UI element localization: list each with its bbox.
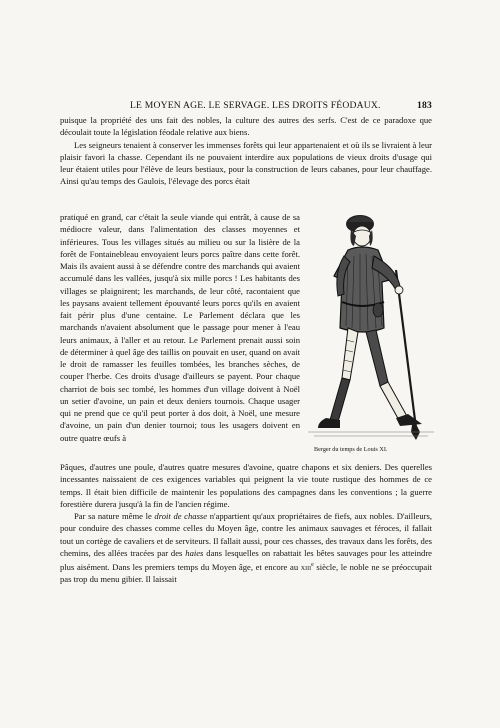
paragraph-3-emphasis-hedges: haies (185, 547, 204, 558)
paragraph-3-before: Par sa nature même le (74, 511, 155, 521)
shepherd-engraving (304, 210, 438, 442)
text-block-left (60, 211, 300, 444)
paragraph-3-middle: n'appartient qu'aux propriétaires de fiefs, aux nobles. D'ailleurs, pour conduire des chasses comme celles du Moyen âge, contre les animaux sauvages et féroces, il fallait tout un cortège de cavaliers et de serviteurs. Il fallait aussi, pour ces chasses, des travaux dans les forêts, des chemins, des allées tracées par des (60, 511, 432, 558)
text-block-bottom (60, 461, 432, 585)
paragraph-3-after: dans lesquelles on rabattait les bêtes sauvages pour les atteindre plus aisément. Dans les premiers temps du Moyen âge, et encore au (60, 547, 432, 572)
paragraph-2-column: pratiqué en grand, car c'était la seule viande qui entrât, à cause de sa médiocre valeur, dans l'alimentation des classes moyennes et inférieures. Tous les villages situés au milieu ou sur la lisière de la forêt de Fontainebleau envoyaient leurs porcs paître dans cette forêt. Mais ils avaient aussi à se défendre contre des marchands qui avaient accumulé dans les vallées, jusqu'à six mille porcs ! Les habitants des villages se plaignirent; les marchands, de leur côté, racontaient que les paysans avaient tellement épouvanté leurs porcs qu'ils en avaient fait périr plus d'une centaine. Le Parlement déclara que les marchands n'avaient absolument que le passage pour mener à l'eau leurs animaux, à l'aller et au retour. Le Parlement prenait aussi soin de déterminer à quel âge des taillis on pouvait en user, quand on avait le droit de ramasser les feuilles tombées, les branches sèches, de couper l'herbe. Ces droits d'usage d'ailleurs se payent. Pour chaque charriot de bois sec tombé, les hommes d'un village doivent à Noël un setier d'avoine, un pain et deux deniers tournois. Chaque usager qui ne prend que ce qu'il peut porter à dos doit, à Noël, une mesure d'avoine, un pain d'un denier tournoi; tous les usagers doivent en outre quatre œufs à (60, 212, 300, 443)
paragraph-2-end: Pâques, d'autres une poule, d'autres quatre mesures d'avoine, quatre chapons et six deniers. Des querelles incessantes naissaient de ces exigences variables qui peignent la vie toute rustique des hommes de ce temps. Il était bien difficile de maintenir les populations des campagnes dans les conventions ; la guerre forestière durera jusqu'à la fin de l'ancien régime. (60, 462, 432, 509)
paragraph-3-emphasis-hunting-right: droit de chasse (154, 511, 208, 521)
paragraph-2-start: Les seigneurs tenaient à conserver les immenses forêts qui leur appartenaient et où ils se livraient à leur plaisir favori la chasse. Cependant ils ne pouvaient interdire aux populations de vieux droits d'usage qui leur étaient utiles pour l'élève de leurs bestiaux, pour la construction de leurs cabanes, pour leur chauffage. Ainsi qu'au temps des Gaulois, l'élevage des porcs était (60, 139, 432, 187)
page-number: 183 (417, 100, 432, 111)
paragraph-3-century: xiii (300, 561, 312, 572)
figure-caption: Berger du temps de Louis XI. (314, 446, 388, 453)
paragraph-3 (60, 510, 432, 585)
shepherd-figure-illustration (304, 210, 438, 442)
paragraph-3-end: siècle, le noble ne se préoccupait pas trop du menu gibier. Il laissait (60, 561, 433, 585)
paragraph-3-superscript: e (311, 562, 314, 568)
running-title: LE MOYEN AGE. LE SERVAGE. LES DROITS FÉODAUX. (130, 100, 381, 111)
paragraph-1: puisque la propriété des uns fait des nobles, la culture des autres des serfs. C'est de ce paradoxe que découlait toute la législation féodale relative aux biens. (60, 115, 432, 138)
text-block-top (60, 114, 432, 188)
